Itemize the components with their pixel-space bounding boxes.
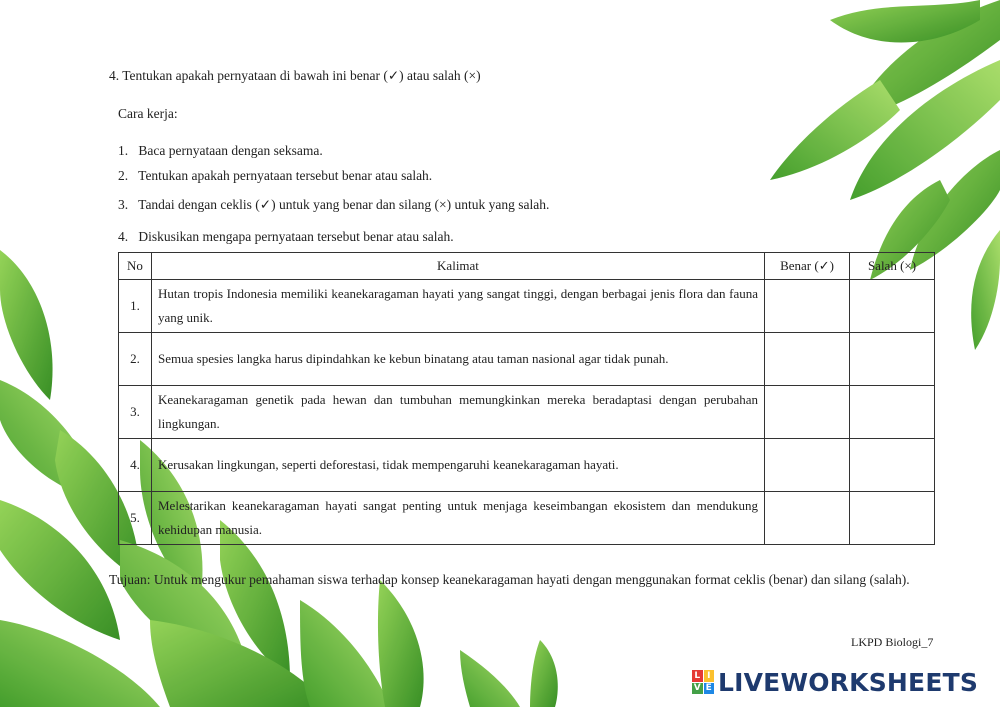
step-text: Diskusikan mengapa pernyataan tersebut benar atau salah. (138, 229, 454, 244)
step-number: 1. (118, 143, 129, 158)
benar-answer-cell[interactable] (765, 439, 850, 492)
logo-letter-e: E (704, 683, 715, 695)
table-row (119, 280, 935, 333)
logo-letter-i: I (704, 670, 715, 682)
step-1 (118, 143, 323, 159)
salah-answer-cell[interactable] (850, 333, 935, 386)
cara-kerja-label: Cara kerja: (118, 106, 178, 121)
row-statement: Melestarikan keanekaragaman hayati sangat penting untuk menjaga keseimbangan ekosistem dan mendukung kehidupan manusia. (152, 492, 765, 545)
benar-answer-cell[interactable] (765, 333, 850, 386)
step-text: Baca pernyataan dengan seksama. (138, 143, 323, 158)
liveworksheets-logo-icon (692, 670, 714, 694)
row-number: 1. (119, 280, 152, 333)
step-3 (118, 197, 549, 213)
table-row (119, 386, 935, 439)
liveworksheets-brand[interactable] (692, 667, 978, 697)
table-row (119, 439, 935, 492)
page-label: LKPD Biologi_7 (851, 635, 934, 649)
salah-answer-cell[interactable] (850, 439, 935, 492)
row-statement: Hutan tropis Indonesia memiliki keanekaragaman hayati yang sangat tinggi, dengan berbagai jenis flora dan fauna yang unik. (152, 280, 765, 333)
table-row (119, 492, 935, 545)
question-title: 4. Tentukan apakah pernyataan di bawah ini benar (✓) atau salah (×) (109, 68, 481, 83)
logo-letter-v: V (693, 683, 701, 694)
header-kalimat: Kalimat (152, 253, 765, 280)
table-header-row (119, 253, 935, 280)
row-number: 4. (119, 439, 152, 492)
row-number: 2. (119, 333, 152, 386)
statement-table (118, 252, 935, 545)
step-text: Tentukan apakah pernyataan tersebut benar atau salah. (138, 168, 433, 183)
header-salah: Salah (×) (850, 253, 935, 280)
header-no: No (119, 253, 152, 280)
benar-answer-cell[interactable] (765, 492, 850, 545)
header-benar: Benar (✓) (765, 253, 850, 280)
logo-letter-l: L (692, 670, 703, 682)
salah-answer-cell[interactable] (850, 280, 935, 333)
step-2 (118, 168, 432, 184)
row-statement: Kerusakan lingkungan, seperti deforestasi, tidak mempengaruhi keanekaragaman hayati. (152, 439, 765, 492)
brand-name: LIVEWORKSHEETS (718, 667, 979, 697)
salah-answer-cell[interactable] (850, 492, 935, 545)
row-number: 3. (119, 386, 152, 439)
step-4 (118, 229, 454, 245)
salah-answer-cell[interactable] (850, 386, 935, 439)
row-statement: Semua spesies langka harus dipindahkan ke kebun binatang atau taman nasional agar tidak punah. (152, 333, 765, 386)
row-number: 5. (119, 492, 152, 545)
step-number: 3. (118, 197, 129, 212)
step-number: 4. (118, 229, 129, 244)
step-number: 2. (118, 168, 129, 183)
benar-answer-cell[interactable] (765, 386, 850, 439)
benar-answer-cell[interactable] (765, 280, 850, 333)
tujuan-text: Tujuan: Untuk mengukur pemahaman siswa terhadap konsep keanekaragaman hayati dengan menggunakan format ceklis (benar) dan silang (salah). (109, 572, 910, 587)
row-statement: Keanekaragaman genetik pada hewan dan tumbuhan memungkinkan mereka beradaptasi dengan perubahan lingkungan. (152, 386, 765, 439)
table-row (119, 333, 935, 386)
step-text: Tandai dengan ceklis (✓) untuk yang benar dan silang (×) untuk yang salah. (138, 197, 550, 212)
